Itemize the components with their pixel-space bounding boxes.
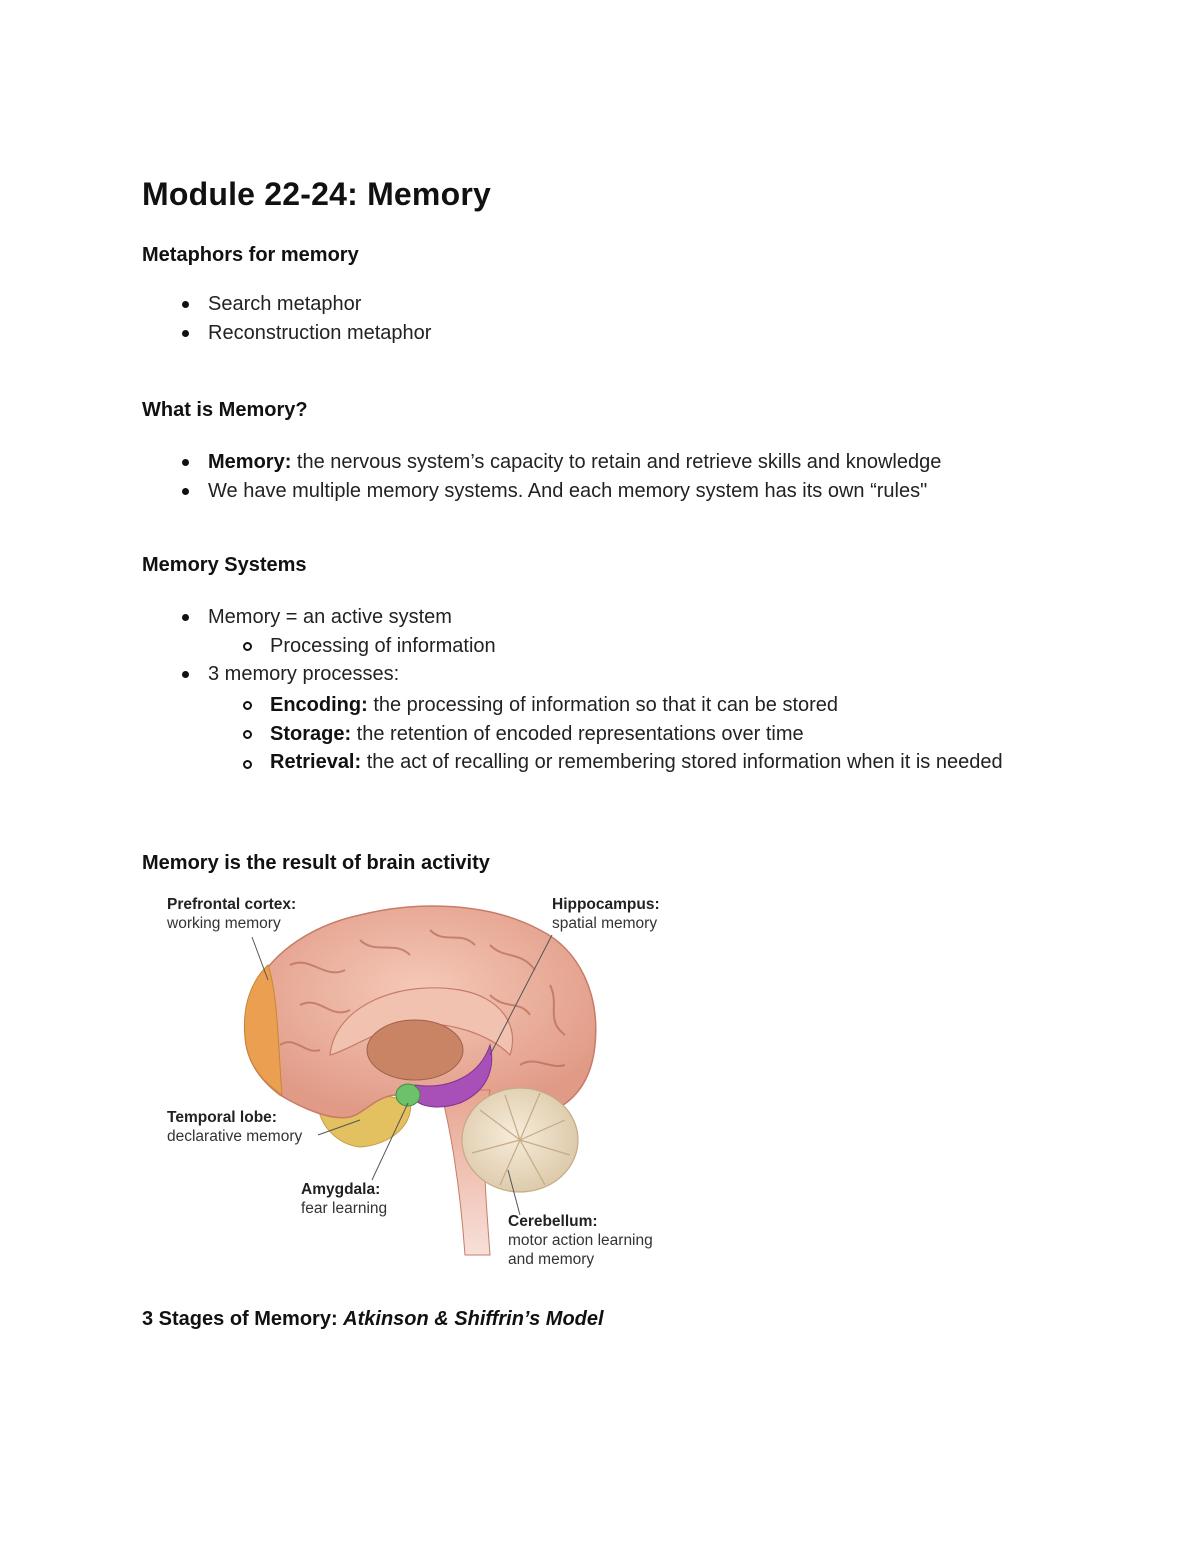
- memory-systems-list: [142, 603, 1150, 774]
- label-amygdala-text: fear learning: [301, 1200, 388, 1217]
- sub-list-item-storage: [142, 720, 1150, 749]
- what-is-memory-list: [142, 448, 941, 505]
- label-amygdala: [301, 1180, 387, 1218]
- definition-encoding: the processing of information so that it can be stored: [367, 693, 839, 716]
- list-item: We have multiple memory systems. And each memory system has its own “rules": [142, 477, 941, 506]
- definition-retrieval: the act of recalling or remembering stored information when it is needed: [361, 750, 1003, 773]
- term-encoding: Encoding:: [270, 693, 368, 716]
- label-cerebellum-title: Cerebellum:: [508, 1213, 598, 1230]
- amygdala: [396, 1084, 420, 1106]
- label-temporal-title: Temporal lobe:: [167, 1109, 277, 1126]
- list-item: Reconstruction metaphor: [142, 319, 431, 348]
- label-prefrontal-title: Prefrontal cortex:: [167, 896, 297, 913]
- page-title: Module 22-24: Memory: [142, 176, 491, 212]
- metaphors-list: [142, 290, 431, 347]
- label-cerebellum-text-2: and memory: [508, 1251, 595, 1268]
- term-retrieval: Retrieval:: [270, 750, 362, 773]
- label-temporal-text: declarative memory: [167, 1128, 303, 1145]
- section-heading-stages: [142, 1308, 604, 1331]
- label-temporal: [167, 1108, 302, 1146]
- label-hippocampus: [552, 895, 660, 933]
- label-cerebellum: [508, 1212, 653, 1269]
- section-heading-memory-systems: Memory Systems: [142, 554, 307, 576]
- brain-diagram: [160, 885, 680, 1280]
- label-hippocampus-text: spatial memory: [552, 915, 658, 932]
- sub-list-item: Processing of information: [142, 632, 1150, 661]
- section-heading-what-is-memory: What is Memory?: [142, 399, 308, 421]
- label-hippocampus-title: Hippocampus:: [552, 896, 660, 913]
- label-prefrontal-text: working memory: [167, 915, 281, 932]
- sub-list-item-retrieval: [142, 750, 1150, 774]
- list-item: Search metaphor: [142, 290, 431, 319]
- label-amygdala-title: Amygdala:: [301, 1181, 381, 1198]
- thalamus: [367, 1020, 463, 1080]
- term-memory: Memory:: [208, 451, 292, 473]
- definition-storage: the retention of encoded representations over time: [351, 723, 804, 745]
- stages-heading-italic: Atkinson & Shiffrin’s Model: [343, 1308, 604, 1330]
- term-storage: Storage:: [270, 723, 352, 745]
- list-item: [142, 448, 941, 477]
- sub-list-item-encoding: [142, 691, 1150, 720]
- stages-heading-plain: 3 Stages of Memory:: [142, 1308, 344, 1330]
- section-heading-metaphors: Metaphors for memory: [142, 244, 359, 266]
- label-cerebellum-text: motor action learning: [508, 1232, 653, 1249]
- section-heading-brain-activity: Memory is the result of brain activity: [142, 852, 490, 874]
- list-item: 3 memory processes:: [142, 660, 1150, 689]
- list-item: Memory = an active system: [142, 603, 1150, 632]
- label-prefrontal: [167, 895, 296, 933]
- definition-memory: the nervous system’s capacity to retain and retrieve skills and knowledge: [291, 451, 942, 473]
